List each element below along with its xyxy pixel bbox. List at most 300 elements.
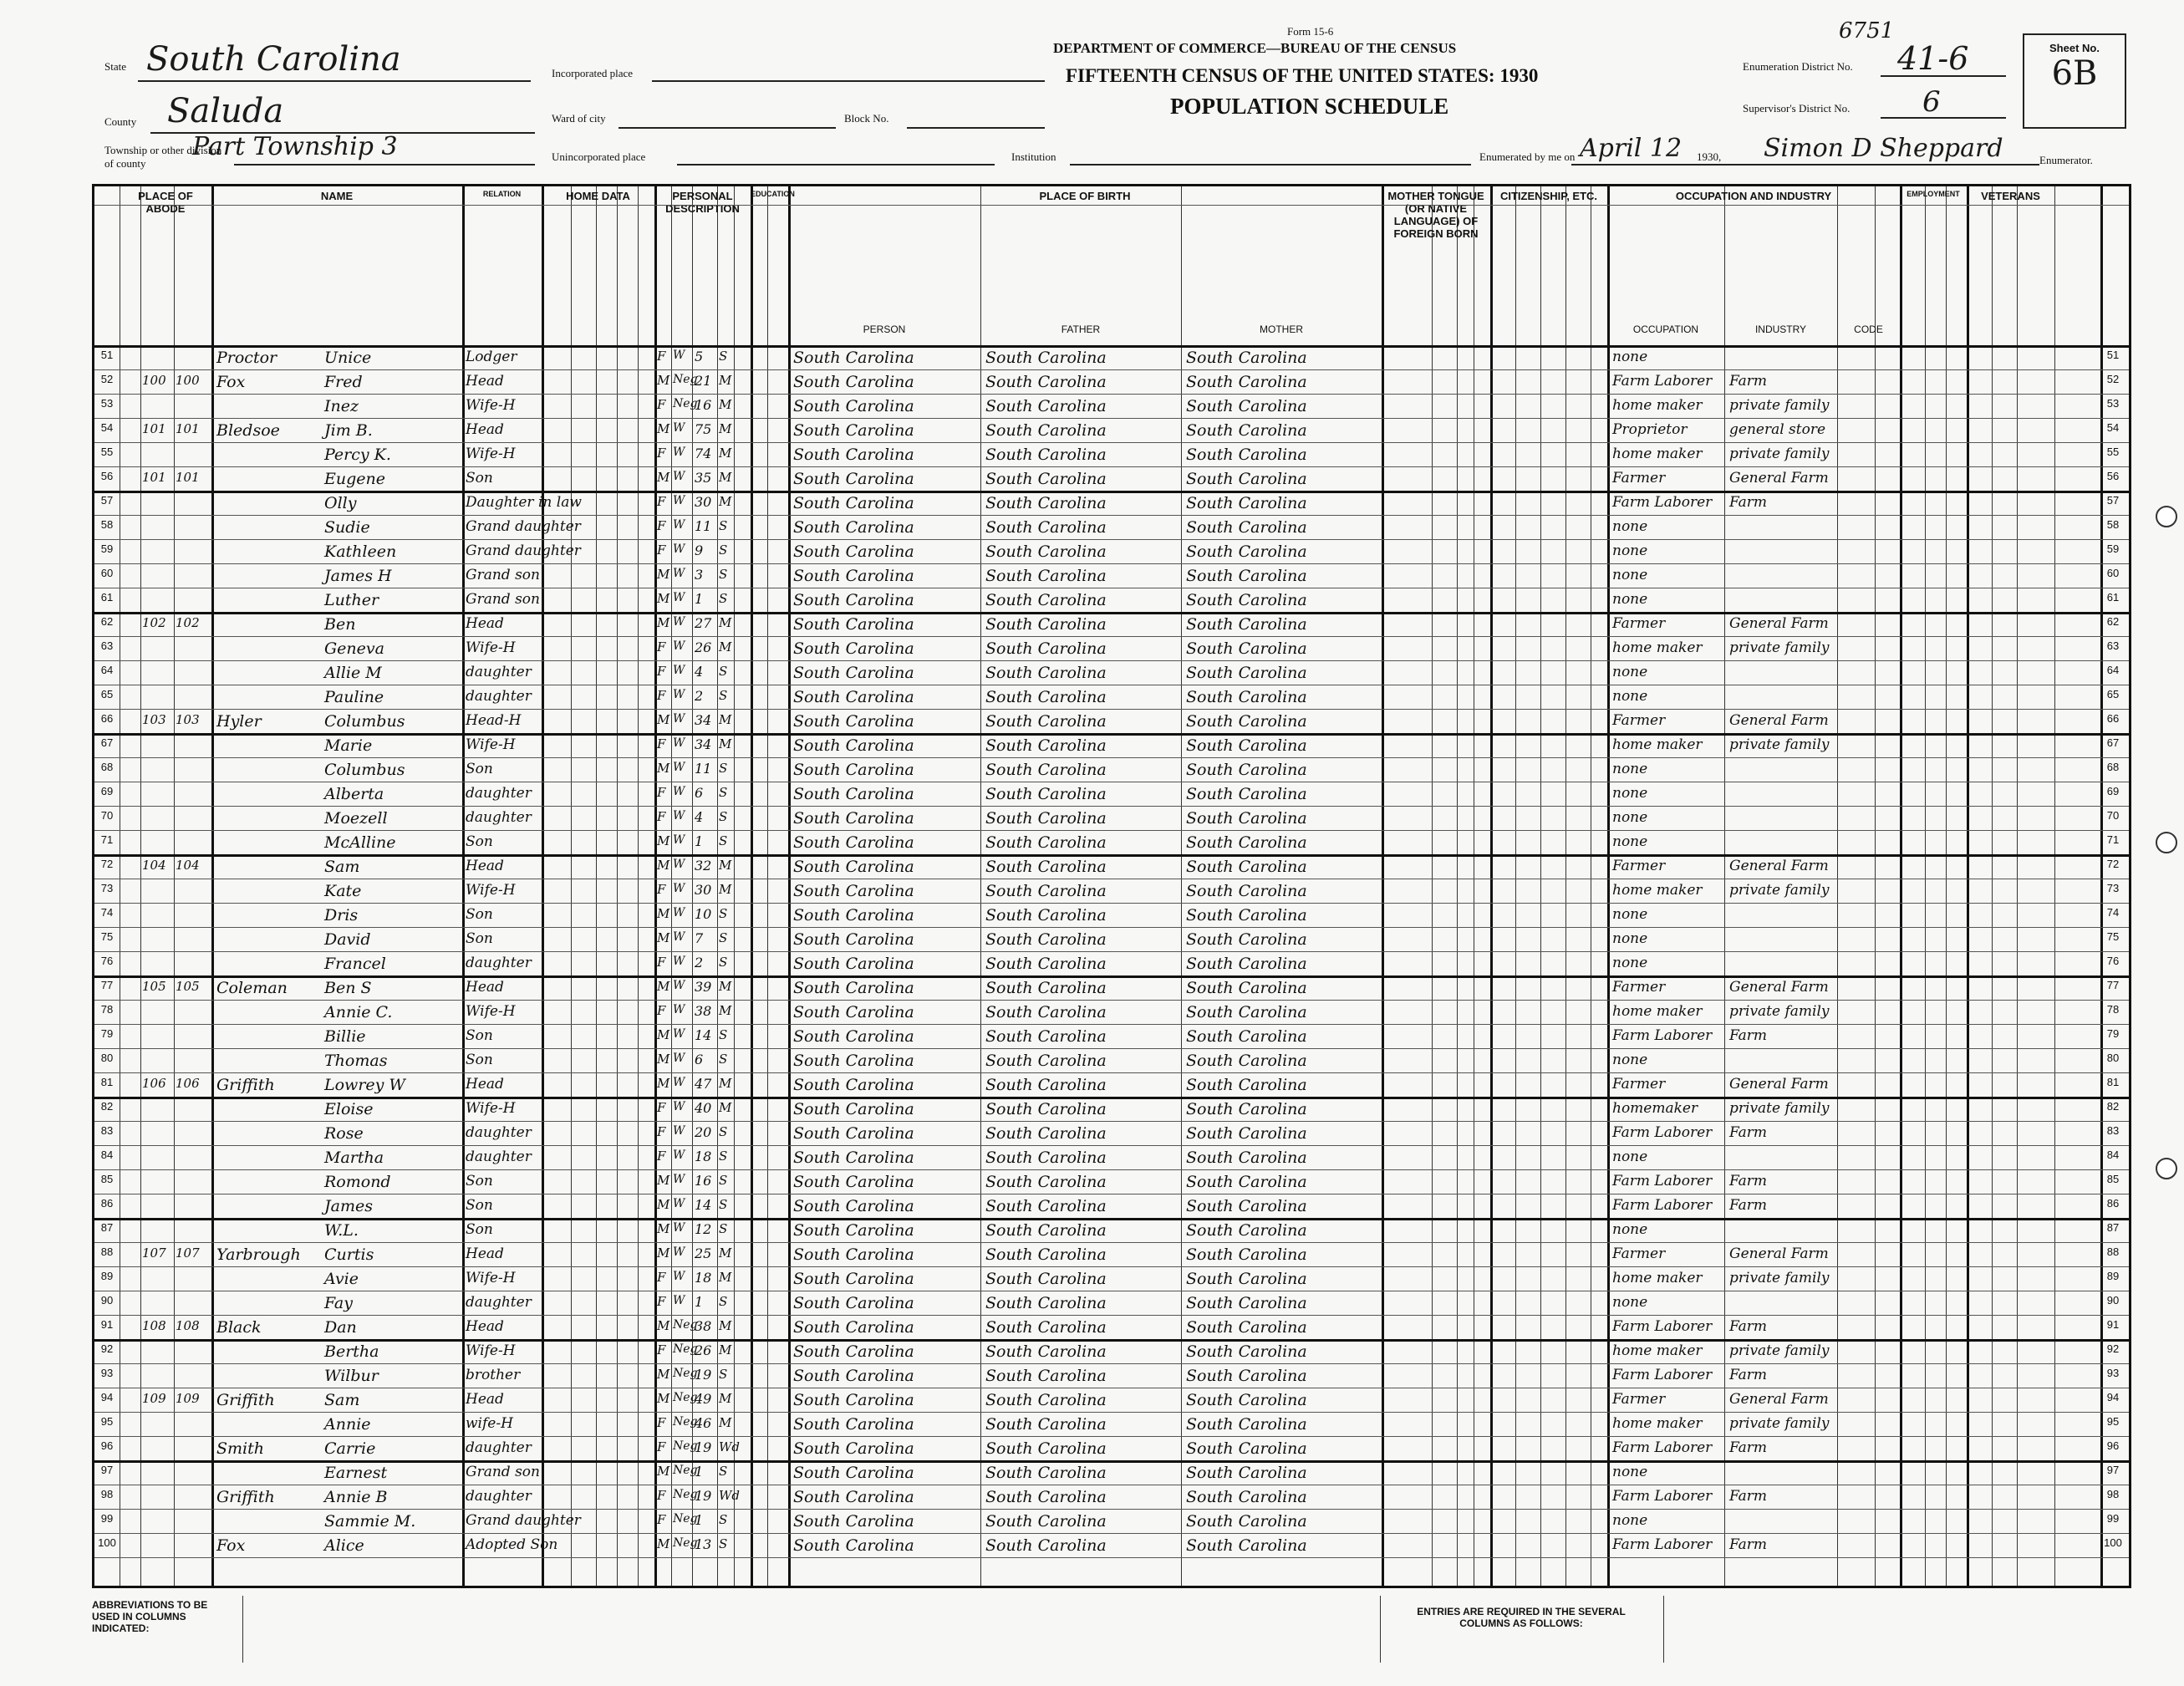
age: 34 (695, 712, 712, 728)
age: 1 (695, 833, 704, 849)
given-name: Billie (324, 1027, 366, 1046)
industry: General Farm (1729, 1245, 1829, 1262)
line-number-right: 90 (2106, 1294, 2120, 1307)
marital-status: S (719, 1173, 728, 1188)
line-number: 66 (100, 712, 114, 725)
age: 26 (695, 639, 712, 655)
line-number-right: 97 (2106, 1464, 2120, 1476)
column-rule (1457, 186, 1458, 1586)
occupation: home maker (1612, 1342, 1703, 1359)
birthplace-person: South Carolina (793, 542, 914, 561)
relation: Wife-H (466, 882, 516, 899)
line-number-right: 85 (2106, 1173, 2120, 1185)
marital-status: S (719, 1197, 728, 1212)
race: W (673, 1100, 685, 1113)
given-name: Eugene (324, 470, 385, 488)
birthplace-father: South Carolina (985, 664, 1107, 682)
occupation: Farm Laborer (1612, 373, 1713, 390)
line-number: 84 (100, 1149, 114, 1161)
marital-status: S (719, 955, 728, 970)
relation: Son (466, 1221, 493, 1238)
race: W (673, 664, 685, 677)
industry: private family (1729, 1003, 1830, 1020)
sex: M (657, 1052, 670, 1067)
birthplace-person: South Carolina (793, 1173, 914, 1191)
age: 47 (695, 1076, 712, 1092)
industry: General Farm (1729, 1076, 1829, 1093)
surname: Griffith (216, 1076, 275, 1094)
family-number: 106 (176, 1076, 200, 1091)
column-rule (788, 186, 791, 1586)
birthplace-mother: South Carolina (1186, 1124, 1307, 1143)
sex: F (657, 1488, 666, 1503)
dwelling-number: 102 (142, 615, 166, 630)
given-name: Sam (324, 1391, 360, 1409)
column-rule (617, 186, 618, 1586)
industry: General Farm (1729, 470, 1829, 486)
occupation: Farmer (1612, 979, 1666, 996)
enumerator-suffix: Enumerator. (2039, 154, 2093, 166)
age: 18 (695, 1270, 712, 1286)
given-name: Martha (324, 1149, 384, 1167)
relation: wife-H (466, 1415, 513, 1432)
family-number: 105 (176, 979, 200, 994)
line-number: 97 (100, 1464, 114, 1476)
industry: General Farm (1729, 615, 1829, 632)
column-rule (1946, 186, 1947, 1586)
marital-status: M (719, 882, 732, 897)
marital-status: S (719, 809, 728, 824)
marital-status: S (719, 1052, 728, 1067)
line-number-right: 65 (2106, 688, 2120, 700)
race: W (673, 1149, 685, 1162)
birthplace-father: South Carolina (985, 1415, 1107, 1434)
relation: Son (466, 930, 493, 947)
race: W (673, 1027, 685, 1041)
birthplace-person: South Carolina (793, 906, 914, 924)
line-number: 69 (100, 785, 114, 797)
birthplace-father: South Carolina (985, 373, 1107, 391)
race: Neg (673, 1512, 698, 1526)
occupation: none (1612, 1149, 1648, 1165)
relation: Head (466, 373, 504, 390)
birthplace-father: South Carolina (985, 1342, 1107, 1361)
line-number-right: 83 (2106, 1124, 2120, 1137)
birthplace-mother: South Carolina (1186, 833, 1307, 852)
relation: daughter (466, 955, 532, 971)
age: 2 (695, 688, 704, 704)
sex: F (657, 1294, 666, 1309)
given-name: Wilbur (324, 1367, 379, 1385)
line-number: 70 (100, 809, 114, 822)
birthplace-person: South Carolina (793, 639, 914, 658)
given-name: Rose (324, 1124, 364, 1143)
birthplace-father: South Carolina (985, 955, 1107, 973)
column-group-header: EDUCATION (751, 190, 795, 198)
age: 38 (695, 1003, 712, 1019)
line-number: 80 (100, 1052, 114, 1064)
sex: F (657, 1415, 666, 1430)
race: W (673, 1294, 685, 1307)
birthplace-person: South Carolina (793, 736, 914, 755)
age: 19 (695, 1367, 712, 1383)
abbreviations-label: ABBREVIATIONS TO BE USED IN COLUMNS INDICATED: (92, 1599, 208, 1634)
age: 16 (695, 397, 712, 413)
line-number: 54 (100, 421, 114, 434)
birthplace-mother: South Carolina (1186, 1173, 1307, 1191)
family-number: 107 (176, 1245, 200, 1261)
birthplace-father: South Carolina (985, 591, 1107, 609)
birthplace-father: South Carolina (985, 1124, 1107, 1143)
given-name: Bertha (324, 1342, 379, 1361)
birthplace-person: South Carolina (793, 373, 914, 391)
line-number-right: 51 (2106, 349, 2120, 361)
marital-status: M (719, 1318, 732, 1333)
line-number-right: 94 (2106, 1391, 2120, 1403)
marital-status: S (719, 1464, 728, 1479)
relation: Son (466, 1027, 493, 1044)
relation: brother (466, 1367, 521, 1383)
race: W (673, 639, 685, 653)
birthplace-mother: South Carolina (1186, 1149, 1307, 1167)
line-number: 92 (100, 1342, 114, 1355)
line-number: 64 (100, 664, 114, 676)
column-group-header: RELATION (482, 190, 522, 198)
industry: Farm (1729, 1488, 1768, 1505)
line-number-right: 58 (2106, 518, 2120, 531)
birthplace-father: South Carolina (985, 761, 1107, 779)
line-number-right: 54 (2106, 421, 2120, 434)
race: W (673, 1197, 685, 1210)
race: W (673, 1221, 685, 1235)
birthplace-mother: South Carolina (1186, 1003, 1307, 1021)
marital-status: S (719, 930, 728, 945)
age: 4 (695, 809, 704, 825)
marital-status: S (719, 349, 728, 364)
family-number: 101 (176, 470, 200, 485)
township-value: Part Township 3 (192, 132, 398, 161)
birthplace-father: South Carolina (985, 639, 1107, 658)
race: W (673, 833, 685, 847)
birthplace-mother: South Carolina (1186, 470, 1307, 488)
birthplace-mother: South Carolina (1186, 906, 1307, 924)
marital-status: M (719, 373, 732, 388)
given-name: Sudie (324, 518, 370, 537)
marital-status: S (719, 567, 728, 582)
occupation: none (1612, 930, 1648, 947)
age: 4 (695, 664, 704, 680)
block-label: Block No. (844, 112, 889, 125)
line-number-right: 81 (2106, 1076, 2120, 1088)
birthplace-father: South Carolina (985, 1367, 1107, 1385)
unincorporated-label: Unincorporated place (552, 150, 646, 163)
age: 3 (695, 567, 704, 583)
age: 6 (695, 785, 704, 801)
race: W (673, 809, 685, 823)
line-number: 51 (100, 349, 114, 361)
occupation: none (1612, 955, 1648, 971)
occupation: none (1612, 785, 1648, 802)
birthplace-father: South Carolina (985, 1052, 1107, 1070)
birthplace-person: South Carolina (793, 1342, 914, 1361)
birthplace-person: South Carolina (793, 1027, 914, 1046)
marital-status: S (719, 1027, 728, 1042)
given-name: Lowrey W (324, 1076, 405, 1094)
line-number-right: 91 (2106, 1318, 2120, 1331)
birthplace-mother: South Carolina (1186, 615, 1307, 634)
race: W (673, 1076, 685, 1089)
sex: M (657, 979, 670, 994)
column-rule (1967, 186, 1969, 1586)
marital-status: M (719, 494, 732, 509)
occupation: none (1612, 1221, 1648, 1238)
race: W (673, 979, 685, 992)
occupation: Farmer (1612, 1076, 1666, 1093)
race: W (673, 1052, 685, 1065)
column-rule (1925, 186, 1926, 1586)
birthplace-father: South Carolina (985, 1318, 1107, 1337)
relation: Son (466, 1197, 493, 1214)
line-number-right: 73 (2106, 882, 2120, 894)
birthplace-person: South Carolina (793, 1052, 914, 1070)
marital-status: M (719, 1391, 732, 1406)
dwelling-number: 109 (142, 1391, 166, 1406)
race: W (673, 858, 685, 871)
row-rule (94, 1097, 2129, 1099)
race: Neg (673, 1318, 698, 1332)
row-rule (94, 1412, 2129, 1413)
group-rule (94, 205, 2129, 206)
birthplace-person: South Carolina (793, 1197, 914, 1215)
line-number: 98 (100, 1488, 114, 1500)
form-number: Form 15-6 (1287, 25, 1334, 38)
age: 20 (695, 1124, 712, 1140)
row-rule (94, 539, 2129, 540)
relation: daughter (466, 688, 532, 705)
sex: F (657, 809, 666, 824)
marital-status: M (719, 979, 732, 994)
birthplace-mother: South Carolina (1186, 930, 1307, 949)
birthplace-father: South Carolina (985, 858, 1107, 876)
row-rule (94, 660, 2129, 661)
line-number-right: 64 (2106, 664, 2120, 676)
birthplace-mother: South Carolina (1186, 1197, 1307, 1215)
age: 14 (695, 1197, 712, 1213)
dwelling-number: 106 (142, 1076, 166, 1091)
occupation: home maker (1612, 882, 1703, 899)
row-rule (94, 1121, 2129, 1122)
marital-status: M (719, 1003, 732, 1018)
industry: private family (1729, 1342, 1830, 1359)
sex: M (657, 712, 670, 727)
family-number: 104 (176, 858, 200, 873)
industry: General Farm (1729, 858, 1829, 874)
relation: Grand son (466, 567, 540, 583)
column-rule (1515, 186, 1516, 1586)
sex: F (657, 882, 666, 897)
dwelling-number: 105 (142, 979, 166, 994)
ed-value: 41-6 (1897, 40, 1969, 77)
marital-status: M (719, 615, 732, 630)
birthplace-mother: South Carolina (1186, 955, 1307, 973)
stamp-number: 6751 (1839, 18, 1895, 43)
age: 26 (695, 1342, 712, 1358)
column-group-header: MOTHER TONGUE (OR NATIVE LANGUAGE) OF FOREIGN BORN (1387, 190, 1484, 240)
column-rule (2017, 186, 2018, 1586)
relation: Head (466, 979, 504, 996)
occupation: Farmer (1612, 858, 1666, 874)
surname: Griffith (216, 1488, 275, 1506)
relation: Wife-H (466, 639, 516, 656)
given-name: David (324, 930, 371, 949)
race: W (673, 955, 685, 968)
row-rule (94, 1218, 2129, 1220)
relation: Grand daughter (466, 518, 581, 535)
given-name: Luther (324, 591, 379, 609)
sex: F (657, 494, 666, 509)
industry: Farm (1729, 1124, 1768, 1141)
column-rule (174, 186, 175, 1586)
birthplace-father: South Carolina (985, 1536, 1107, 1555)
relation: daughter (466, 1439, 532, 1456)
birthplace-person: South Carolina (793, 761, 914, 779)
sex: M (657, 1076, 670, 1091)
birthplace-mother: South Carolina (1186, 858, 1307, 876)
birthplace-mother: South Carolina (1186, 1415, 1307, 1434)
birthplace-mother: South Carolina (1186, 1342, 1307, 1361)
birthplace-mother: South Carolina (1186, 1367, 1307, 1385)
relation: Daughter in law (466, 494, 582, 511)
column-rule (767, 186, 768, 1586)
age: 19 (695, 1488, 712, 1504)
industry: private family (1729, 639, 1830, 656)
sex: F (657, 1439, 666, 1454)
age: 34 (695, 736, 712, 752)
age: 38 (695, 1318, 712, 1334)
sex: M (657, 615, 670, 630)
birthplace-person: South Carolina (793, 1076, 914, 1094)
line-number: 57 (100, 494, 114, 507)
age: 5 (695, 349, 704, 364)
birthplace-father: South Carolina (985, 567, 1107, 585)
occupation: Farm Laborer (1612, 1536, 1713, 1553)
state-value: South Carolina (146, 40, 401, 79)
marital-status: S (719, 1367, 728, 1382)
occupation: none (1612, 591, 1648, 608)
industry: general store (1729, 421, 1826, 438)
marital-status: S (719, 1512, 728, 1527)
township-label: Township or other division of county (104, 144, 222, 170)
age: 1 (695, 591, 704, 607)
binder-hole-icon (2156, 832, 2177, 853)
age: 14 (695, 1027, 712, 1043)
family-number: 103 (176, 712, 200, 727)
enumerator-name: Simon D Sheppard (1764, 134, 2003, 163)
line-number: 53 (100, 397, 114, 410)
occupation: none (1612, 906, 1648, 923)
footer (92, 1592, 2131, 1672)
given-name: Dris (324, 906, 359, 924)
birthplace-father: South Carolina (985, 736, 1107, 755)
birthplace-mother: South Carolina (1186, 1318, 1307, 1337)
row-rule (94, 1315, 2129, 1316)
age: 11 (695, 518, 712, 534)
given-name: Earnest (324, 1464, 388, 1482)
marital-status: M (719, 1076, 732, 1091)
birthplace-mother: South Carolina (1186, 809, 1307, 828)
row-rule (94, 369, 2129, 370)
county-label: County (104, 115, 137, 128)
given-name: Curtis (324, 1245, 374, 1264)
surname: Fox (216, 1536, 246, 1555)
birthplace-mother: South Carolina (1186, 785, 1307, 803)
row-rule (94, 612, 2129, 614)
birthplace-mother: South Carolina (1186, 1391, 1307, 1409)
race: W (673, 1245, 685, 1259)
line-number: 60 (100, 567, 114, 579)
age: 12 (695, 1221, 712, 1237)
occupation: none (1612, 1052, 1648, 1068)
column-rule (1565, 186, 1566, 1586)
marital-status: S (719, 591, 728, 606)
birthplace-person: South Carolina (793, 1003, 914, 1021)
family-number: 109 (176, 1391, 200, 1406)
entries-table (1663, 1596, 2132, 1663)
occupation: none (1612, 542, 1648, 559)
birthplace-father: South Carolina (985, 615, 1107, 634)
age: 1 (695, 1464, 704, 1480)
given-name: Unice (324, 349, 372, 367)
relation: Head (466, 1245, 504, 1262)
row-rule (94, 1169, 2129, 1170)
surname: Fox (216, 373, 246, 391)
race: Neg (673, 1342, 698, 1356)
occupation: none (1612, 567, 1648, 583)
sex: M (657, 591, 670, 606)
relation: daughter (466, 1488, 532, 1505)
line-number-right: 93 (2106, 1367, 2120, 1379)
birthplace-father: South Carolina (985, 1027, 1107, 1046)
birthplace-person: South Carolina (793, 1439, 914, 1458)
birthplace-person: South Carolina (793, 833, 914, 852)
relation: Head (466, 1318, 504, 1335)
row-rule (94, 394, 2129, 395)
line-number-right: 84 (2106, 1149, 2120, 1161)
relation: Adopted Son (466, 1536, 558, 1553)
ward-label: Ward of city (552, 112, 606, 125)
row-rule (94, 1072, 2129, 1073)
age: 16 (695, 1173, 712, 1189)
given-name: Geneva (324, 639, 384, 658)
birthplace-father: South Carolina (985, 542, 1107, 561)
given-name: Sammie M. (324, 1512, 416, 1531)
column-rule (596, 186, 597, 1586)
age: 46 (695, 1415, 712, 1431)
occupation: home maker (1612, 1270, 1703, 1286)
column-rule (1432, 186, 1433, 1586)
surname: Smith (216, 1439, 264, 1458)
given-name: Dan (324, 1318, 357, 1337)
race: W (673, 421, 685, 435)
marital-status: M (719, 446, 732, 461)
race: W (673, 591, 685, 604)
occupation: home maker (1612, 397, 1703, 414)
family-number: 101 (176, 421, 200, 436)
age: 13 (695, 1536, 712, 1552)
relation: daughter (466, 1149, 532, 1165)
census-table (92, 184, 2131, 1588)
line-number-right: 89 (2106, 1270, 2120, 1282)
